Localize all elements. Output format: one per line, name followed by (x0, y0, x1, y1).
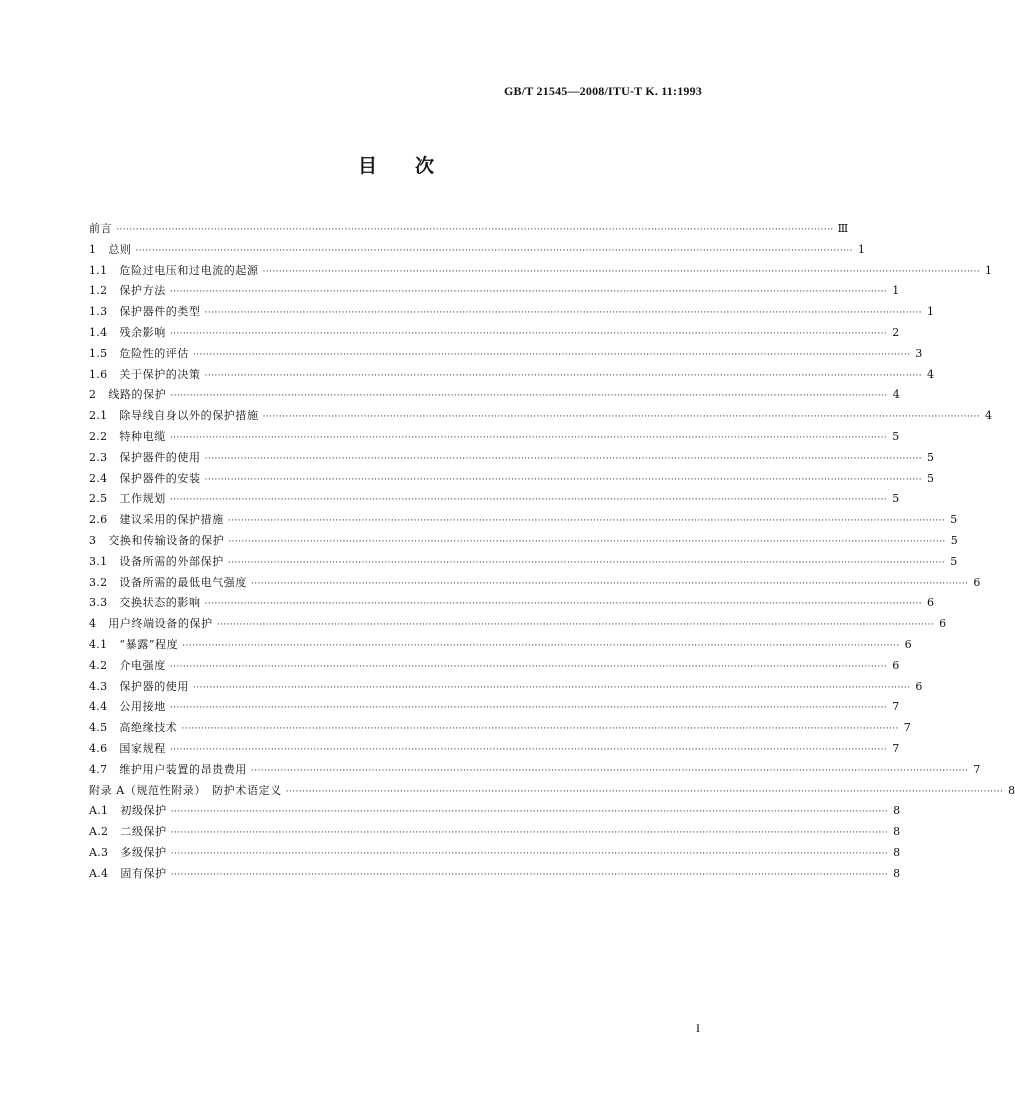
toc-entry[interactable] (89, 822, 901, 843)
toc-entry-page: 4 (927, 367, 934, 381)
toc-entry-title: 前言 (89, 222, 113, 235)
toc-dot-leader: ···························································································································································································································· (135, 245, 853, 256)
toc-dot-leader: ···························································································································································································································· (251, 578, 969, 589)
toc-entry[interactable] (89, 510, 958, 531)
toc-dot-leader: ···························································································································································································································· (169, 495, 888, 506)
toc-entry-number: 2.1 (89, 409, 108, 423)
toc-dot-leader: ···························································································································································································································· (170, 848, 889, 859)
toc-dot-leader: ···························································································································································································································· (169, 328, 888, 339)
toc-entry[interactable] (89, 531, 958, 552)
toc-entry-page: 5 (950, 513, 958, 527)
toc-entry-title: 除导线自身以外的保护措施 (119, 409, 259, 423)
toc-entry-page: 3 (915, 346, 923, 360)
page-title: 目 次 (357, 155, 434, 177)
toc-entry-number: 1 (89, 242, 97, 256)
toc-dot-leader: ···························································································································································································································· (216, 620, 935, 631)
toc-entry-page: 6 (915, 679, 923, 693)
toc-entry[interactable] (89, 427, 900, 448)
toc-entry-number: 4.1 (89, 637, 108, 651)
toc-dot-leader: ···························································································································································································································· (193, 682, 911, 693)
toc-entry-page: 5 (892, 492, 900, 506)
toc-dot-leader: ···························································································································································································································· (227, 557, 946, 568)
toc-entry-page: 8 (1008, 783, 1015, 797)
toc-entry-page: 6 (904, 637, 912, 651)
toc-entry-title: 保护方法 (119, 284, 166, 298)
toc-entry-title: 工作规划 (119, 492, 166, 506)
toc-entry[interactable] (89, 552, 958, 573)
toc-entry[interactable] (89, 385, 900, 406)
toc-entry-page: 7 (973, 762, 981, 776)
toc-entry-number: A.3 (89, 845, 109, 859)
toc-dot-leader: ···························································································································································································································· (116, 225, 834, 235)
toc-entry-number: A.4 (89, 866, 109, 880)
toc-entry-number: 4 (89, 617, 97, 631)
toc-entry-page: 8 (893, 825, 901, 839)
toc-entry-title: 关于保护的决策 (119, 367, 201, 381)
toc-dot-leader: ···························································································································································································································· (169, 287, 888, 298)
toc-entry-page: 6 (892, 658, 900, 672)
toc-entry-title: 介电强度 (119, 658, 166, 672)
toc-entry-title: 线路的保护 (108, 388, 167, 402)
toc-entry-page: 7 (892, 741, 900, 755)
toc-entry-page: 8 (893, 845, 901, 859)
toc-entry[interactable] (89, 781, 1015, 802)
toc-entry[interactable] (89, 864, 901, 885)
toc-entry-page: 1 (927, 305, 934, 319)
toc-entry-title: 保护器件的安装 (119, 471, 201, 485)
toc-entry[interactable] (89, 635, 912, 656)
toc-entry-number: 2.2 (89, 429, 108, 443)
toc-entry-page: 6 (973, 575, 981, 589)
toc-entry[interactable] (89, 406, 992, 427)
toc-dot-leader: ···························································································································································································································· (285, 786, 1004, 797)
toc-dot-leader: ···························································································································································································································· (262, 412, 980, 423)
toc-entry-title: 残余影响 (119, 325, 166, 339)
toc-entry-title: 固有保护 (120, 866, 167, 880)
toc-entry[interactable] (89, 219, 849, 240)
toc-entry-number: 2 (89, 388, 97, 402)
toc-entry-page: 5 (950, 554, 958, 568)
toc-entry[interactable] (89, 323, 900, 344)
toc-entry-title: 交换状态的影响 (119, 596, 201, 610)
toc-entry-title: 高绝缘技术 (119, 721, 178, 735)
toc-entry-number: 4.5 (89, 721, 108, 735)
toc-entry[interactable] (89, 614, 947, 635)
toc-entry-number: 3.3 (89, 596, 108, 610)
toc-entry[interactable] (89, 261, 992, 282)
page-number: I (696, 1021, 700, 1035)
toc-entry-page: 8 (893, 804, 901, 818)
toc-dot-leader: ···························································································································································································································· (204, 599, 922, 610)
toc-dot-leader: ···························································································································································································································· (262, 266, 980, 277)
toc-entry-title: 危险性的评估 (119, 346, 190, 360)
toc-entry-page: 4 (892, 388, 900, 402)
toc-entry-title: 维护用户装置的昂贵费用 (119, 762, 248, 776)
toc-entry-number: 1.4 (89, 325, 108, 339)
toc-dot-leader: ···························································································································································································································· (227, 516, 946, 527)
toc-entry-page: 8 (893, 866, 901, 880)
toc-entry[interactable] (89, 697, 900, 718)
toc-entry-number: 1.6 (89, 367, 108, 381)
toc-entry-number: A.2 (89, 825, 109, 839)
toc-dot-leader: ···························································································································································································································· (204, 474, 922, 485)
toc-entry-page: 5 (950, 533, 958, 547)
toc-entry[interactable] (89, 302, 934, 323)
toc-dot-leader: ···························································································································································································································· (169, 744, 888, 755)
toc-entry-title: “暴露”程度 (119, 637, 179, 651)
toc-entry-number: 4.6 (89, 741, 108, 755)
toc-entry[interactable] (89, 739, 900, 760)
toc-entry-page: 2 (892, 325, 900, 339)
toc-entry-page: 1 (892, 284, 900, 298)
toc-entry[interactable] (89, 718, 911, 739)
toc-entry[interactable] (89, 801, 901, 822)
toc-entry-title: 初级保护 (120, 804, 167, 818)
toc-dot-leader: ···························································································································································································································· (204, 308, 922, 319)
toc-dot-leader: ···························································································································································································································· (182, 640, 900, 651)
toc-entry-title: 保护器的使用 (119, 679, 190, 693)
toc-entry-title: 特种电缆 (119, 429, 166, 443)
toc-entry-page: Ⅲ (837, 222, 849, 235)
toc-entry-page: 1 (985, 263, 992, 277)
toc-entry-number: 3.1 (89, 554, 108, 568)
toc-dot-leader: ···························································································································································································································· (170, 869, 889, 880)
toc-dot-leader: ···························································································································································································································· (170, 807, 889, 818)
toc-entry-page: 5 (927, 450, 934, 464)
toc-entry-title: 保护器件的使用 (119, 450, 201, 464)
toc-dot-leader: ···························································································································································································································· (204, 453, 922, 464)
toc-entry[interactable] (89, 489, 900, 510)
toc-entry-number: 2.5 (89, 492, 108, 506)
toc-entry-title: 建议采用的保护措施 (119, 513, 224, 527)
toc-entry[interactable] (89, 365, 934, 386)
toc-entry[interactable] (89, 240, 865, 261)
toc-entry-number: 4.2 (89, 658, 108, 672)
toc-entry-number: 1.1 (89, 263, 108, 277)
toc-entry-title: 设备所需的外部保护 (119, 554, 224, 568)
toc-entry-page: 6 (927, 596, 934, 610)
toc-dot-leader: ···························································································································································································································· (170, 828, 889, 839)
toc-entry-number: 2.4 (89, 471, 108, 485)
toc-entry-title: 国家规程 (119, 741, 166, 755)
toc-entry-title: 保护器件的类型 (119, 305, 201, 319)
toc-dot-leader: ···························································································································································································································· (169, 432, 888, 443)
toc-entry[interactable] (89, 677, 923, 698)
toc-dot-leader: ···························································································································································································································· (169, 703, 888, 714)
toc-entry-page: 4 (985, 409, 992, 423)
toc-entry-number: 3.2 (89, 575, 108, 589)
table-of-contents (89, 219, 1015, 885)
toc-entry-number: 1.3 (89, 305, 108, 319)
toc-entry-page: 5 (892, 429, 900, 443)
toc-entry-title: 设备所需的最低电气强度 (119, 575, 248, 589)
toc-entry[interactable] (89, 344, 923, 365)
toc-entry-number: A.1 (89, 804, 109, 818)
toc-entry-page: 7 (892, 700, 900, 714)
toc-entry-number: 2.3 (89, 450, 108, 464)
toc-entry[interactable] (89, 448, 934, 469)
toc-entry[interactable] (89, 469, 934, 490)
toc-entry-number: 2.6 (89, 513, 108, 527)
toc-dot-leader: ···························································································································································································································· (228, 536, 946, 547)
toc-entry-title: 总则 (108, 242, 132, 256)
toc-entry-number: 1.2 (89, 284, 108, 298)
toc-entry-title: 公用接地 (119, 700, 166, 714)
toc-entry-title: 多级保护 (120, 845, 167, 859)
toc-entry-title: 二级保护 (120, 825, 167, 839)
toc-dot-leader: ···························································································································································································································· (251, 765, 969, 776)
toc-entry[interactable] (89, 573, 981, 594)
toc-entry-page: 6 (939, 617, 947, 631)
toc-entry-page: 1 (857, 242, 865, 256)
toc-entry-number: 4.4 (89, 700, 108, 714)
toc-dot-leader: ···························································································································································································································· (170, 391, 888, 402)
standard-code: GB/T 21545—2008/ITU-T K. 11:1993 (504, 84, 702, 98)
toc-entry-number: 1.5 (89, 346, 108, 360)
toc-dot-leader: ···························································································································································································································· (204, 370, 922, 381)
toc-entry-number: 3 (89, 533, 97, 547)
toc-entry[interactable] (89, 760, 981, 781)
toc-entry-title: 危险过电压和过电流的起源 (119, 263, 259, 277)
toc-dot-leader: ···························································································································································································································· (169, 661, 888, 672)
toc-entry-number: 4.3 (89, 679, 108, 693)
toc-entry-page: 7 (903, 721, 911, 735)
toc-entry[interactable] (89, 656, 900, 677)
toc-dot-leader: ···························································································································································································································· (181, 724, 899, 735)
toc-dot-leader: ···························································································································································································································· (193, 349, 911, 360)
toc-entry[interactable] (89, 281, 900, 302)
toc-entry-title: 用户终端设备的保护 (108, 617, 213, 631)
toc-entry[interactable] (89, 843, 901, 864)
toc-entry-number: 4.7 (89, 762, 108, 776)
toc-entry-page: 5 (927, 471, 934, 485)
toc-entry-title: 交换和传输设备的保护 (108, 533, 225, 547)
toc-entry-title: 附录 A（规范性附录） 防护术语定义 (89, 783, 282, 797)
toc-entry[interactable] (89, 593, 934, 614)
